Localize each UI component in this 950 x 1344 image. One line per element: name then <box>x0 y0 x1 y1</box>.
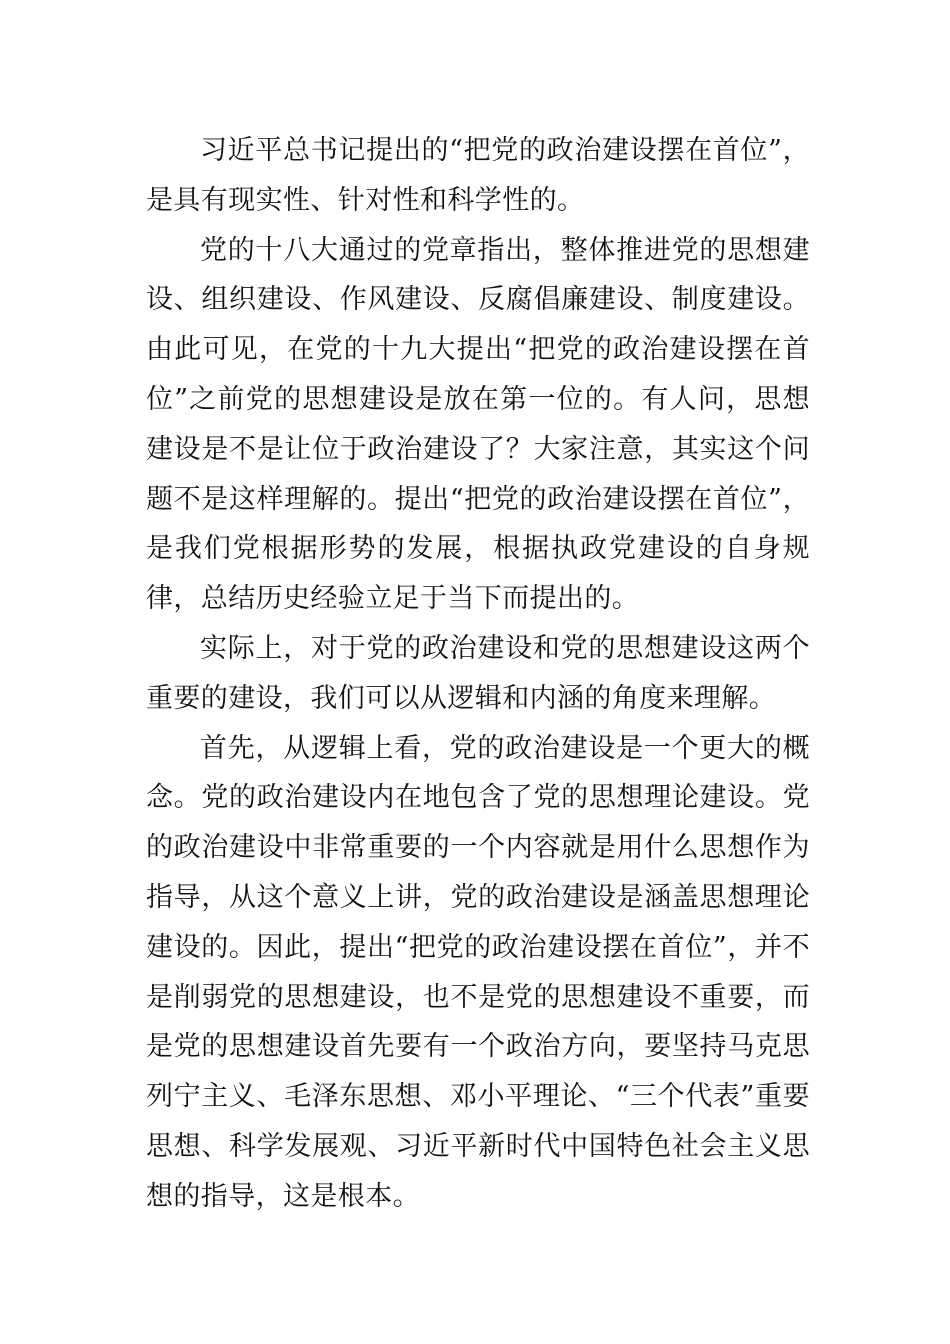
paragraph-3: 实际上，对于党的政治建设和党的思想建设这两个重要的建设，我们可以从逻辑和内涵的角度来理解。 <box>146 632 810 714</box>
paragraph-4: 首先，从逻辑上看，党的政治建设是一个更大的概念。党的政治建设内在地包含了党的思想理论建设。党的政治建设中非常重要的一个内容就是用什么思想作为指导，从这个意义上讲，党的政治建设是涵盖思想理论建设的。因此，提出“把党的政治建设摆在首位”，并不是削弱党的思想建设，也不是党的思想建设不重要，而是党的思想建设首先要有一个政治方向，要坚持马克思列宁主义、毛泽东思想、邓小平理论、“三个代表”重要思想、科学发展观、习近平新时代中国特色社会主义思想的指导，这是根本。 <box>146 732 810 1212</box>
paragraph-2: 党的十八大通过的党章指出，整体推进党的思想建设、组织建设、作风建设、反腐倡廉建设、制度建设。由此可见，在党的十九大提出“把党的政治建设摆在首位”之前党的思想建设是放在第一位的。有人问，思想建设是不是让位于政治建设了？大家注意，其实这个问题不是这样理解的。提出“把党的政治建设摆在首位”，是我们党根据形势的发展，根据执政党建设的自身规律，总结历史经验立足于当下而提出的。 <box>146 234 810 615</box>
document-body <box>146 126 810 1222</box>
paragraph-1: 习近平总书记提出的“把党的政治建设摆在首位”，是具有现实性、针对性和科学性的。 <box>146 135 810 216</box>
